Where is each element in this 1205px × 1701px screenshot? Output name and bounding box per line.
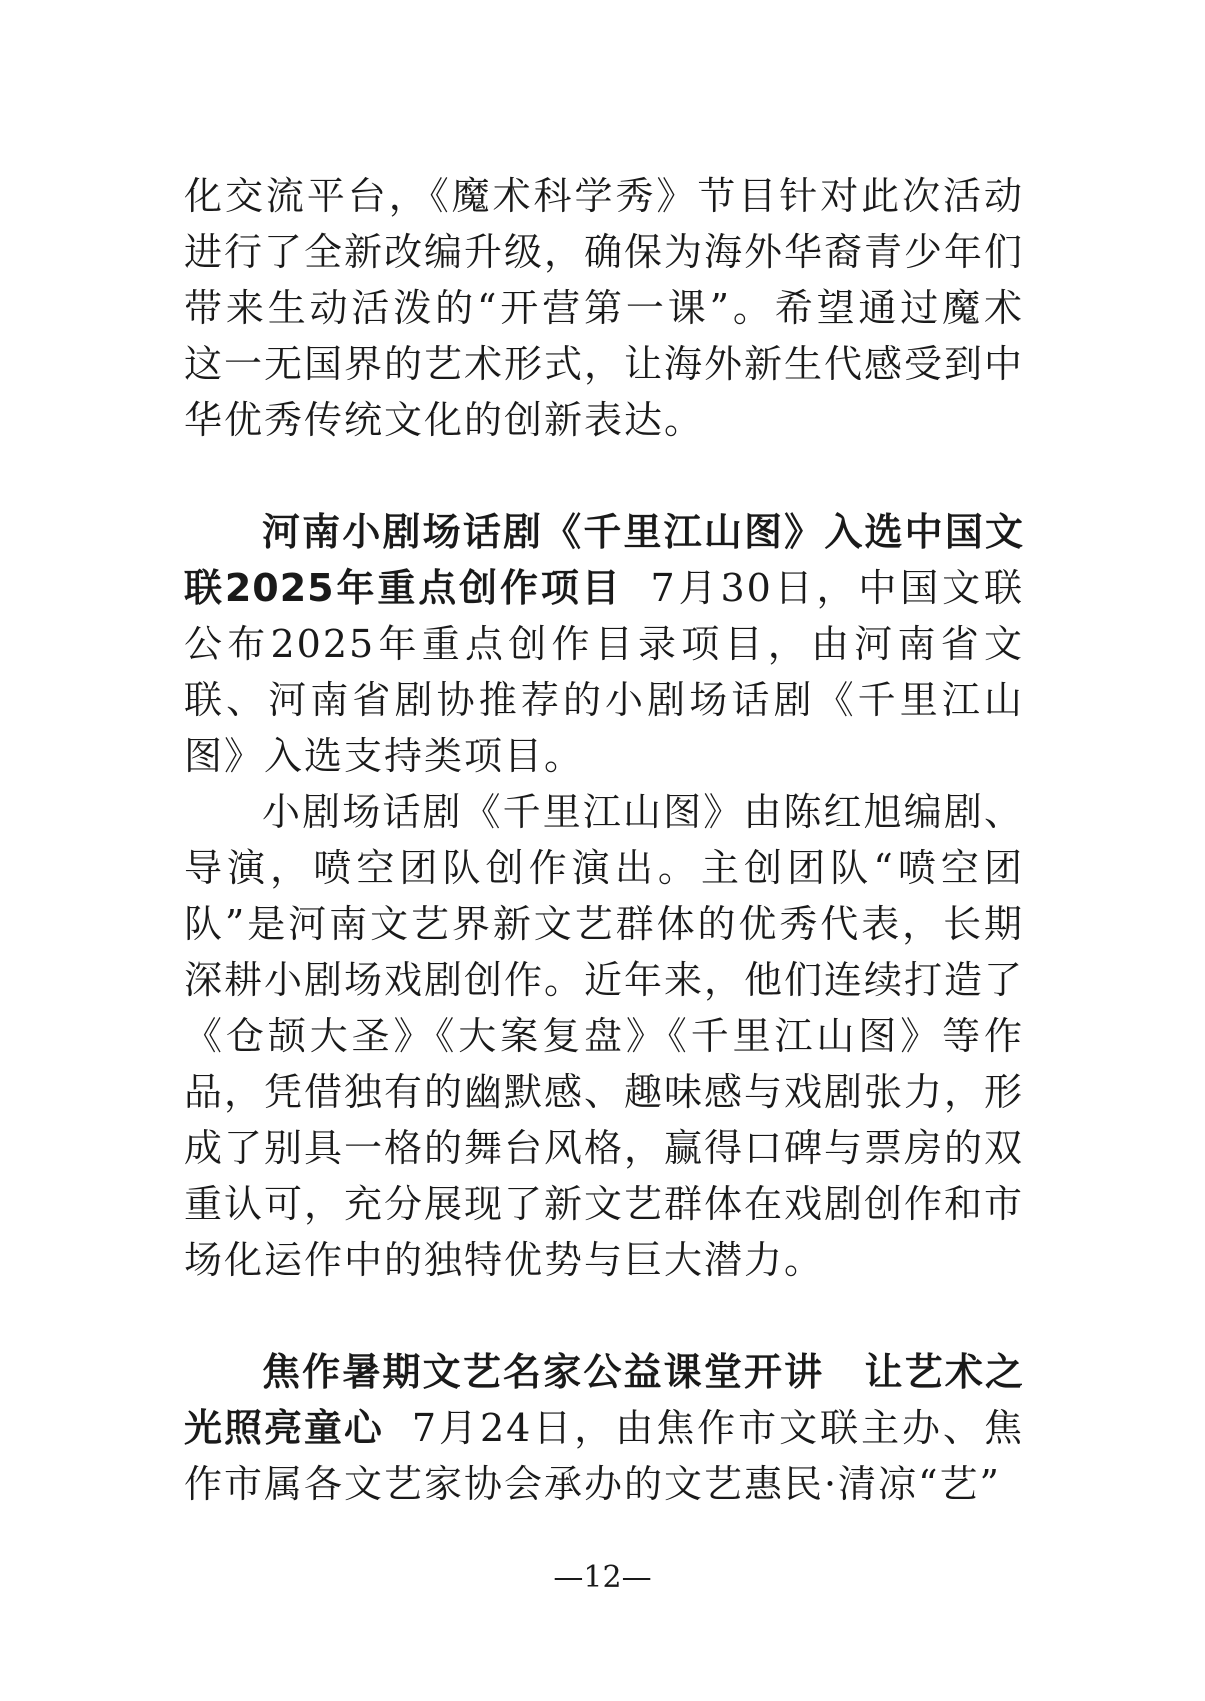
news-item-1-lead-paragraph [184, 504, 1024, 784]
page-number: —12— [553, 1560, 652, 1595]
news-item-1-body-paragraph: 小剧场话剧《千里江山图》由陈红旭编剧、导演，喷空团队创作演出。主创团队“喷空团队”是河南文艺界新文艺群体的优秀代表，长期深耕小剧场戏剧创作。近年来，他们连续打造了《仓颉大圣》《大案复盘》《千里江山图》等作品，凭借独有的幽默感、趣味感与戏剧张力，形成了别具一格的舞台风格，赢得口碑与票房的双重认可，充分展现了新文艺群体在戏剧创作和市场化运作中的独特优势与巨大潜力。 [184, 790, 1025, 1282]
document-page [184, 168, 1024, 1512]
news-item-2-lead: 7月24日，由焦作市文联主办、焦作市属各文艺家协会承办的文艺惠民·清凉“艺” [184, 1406, 1024, 1506]
news-item-2-lead-paragraph [184, 1344, 1024, 1512]
news-item-1-headline: 河南小剧场话剧《千里江山图》入选中国文联2025年重点创作项目 [184, 510, 1024, 610]
intro-continuation-paragraph: 化交流平台，《魔术科学秀》节目针对此次活动进行了全新改编升级，确保为海外华裔青少年们带来生动活泼的“开营第一课”。希望通过魔术这一无国界的艺术形式，让海外新生代感受到中华优秀传统文化的创新表达。 [184, 174, 1025, 442]
news-item-2-headline: 焦作暑期文艺名家公益课堂开讲 让艺术之光照亮童心 [184, 1350, 1024, 1450]
news-item-1-lead: 7月30日，中国文联公布2025年重点创作目录项目，由河南省文联、河南省剧协推荐的小剧场话剧《千里江山图》入选支持类项目。 [184, 566, 1024, 778]
